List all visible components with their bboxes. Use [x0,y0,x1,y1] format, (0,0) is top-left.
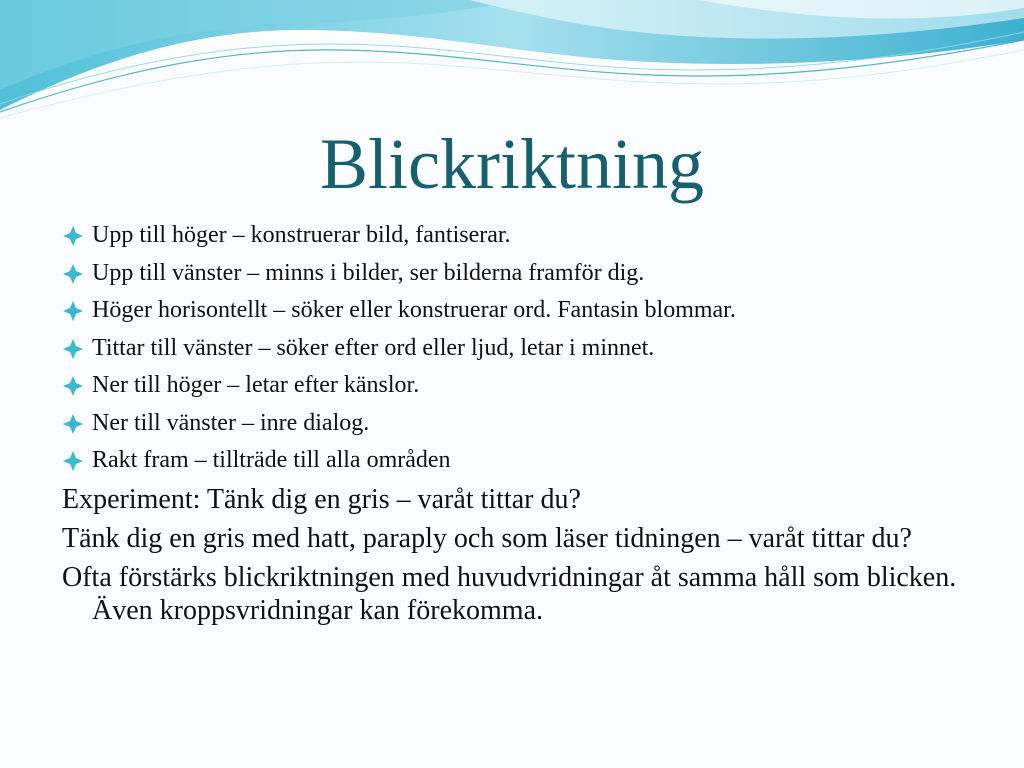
diamond-bullet-icon [62,300,84,322]
bullet-text: Rakt fram – tillträde till alla områden [92,447,451,473]
wave-header-decoration [0,0,1024,130]
bullet-item [62,370,982,400]
diamond-bullet-icon [62,375,84,397]
diamond-bullet-icon [62,450,84,472]
bullet-item [62,258,982,288]
paragraph-pig-hat: Tänk dig en gris med hatt, paraply och som läser tidningen – varåt tittar du? [62,523,912,554]
diamond-bullet-icon [62,263,84,285]
bullet-item [62,220,982,250]
bullet-list [62,220,982,483]
diamond-bullet-icon [62,225,84,247]
paragraph-head-turn: Ofta förstärks blickriktningen med huvudvridningar åt samma håll som blicken. Även kroppsvridningar kan förekomma. [62,562,957,626]
bullet-text: Ner till vänster – inre dialog. [92,409,370,436]
bullet-item [62,295,982,325]
diamond-bullet-icon [62,413,84,435]
slide-title: Blickriktning [320,124,704,204]
bullet-text: Tittar till vänster – söker efter ord eller ljud, letar i minnet. [92,334,655,361]
bullet-item [62,408,982,438]
bullet-text: Upp till höger – konstruerar bild, fantiserar. [92,222,511,248]
bullet-item [62,333,982,363]
bullet-text: Upp till vänster – minns i bilder, ser bilderna framför dig. [92,259,645,286]
paragraph-experiment: Experiment: Tänk dig en gris – varåt tittar du? [62,484,581,515]
paragraph-group [62,483,982,633]
diamond-bullet-icon [62,338,84,360]
bullet-text: Höger horisontellt – söker eller konstruerar ord. Fantasin blommar. [92,297,736,323]
bullet-text: Ner till höger – letar efter känslor. [92,372,420,398]
bullet-item [62,445,982,475]
